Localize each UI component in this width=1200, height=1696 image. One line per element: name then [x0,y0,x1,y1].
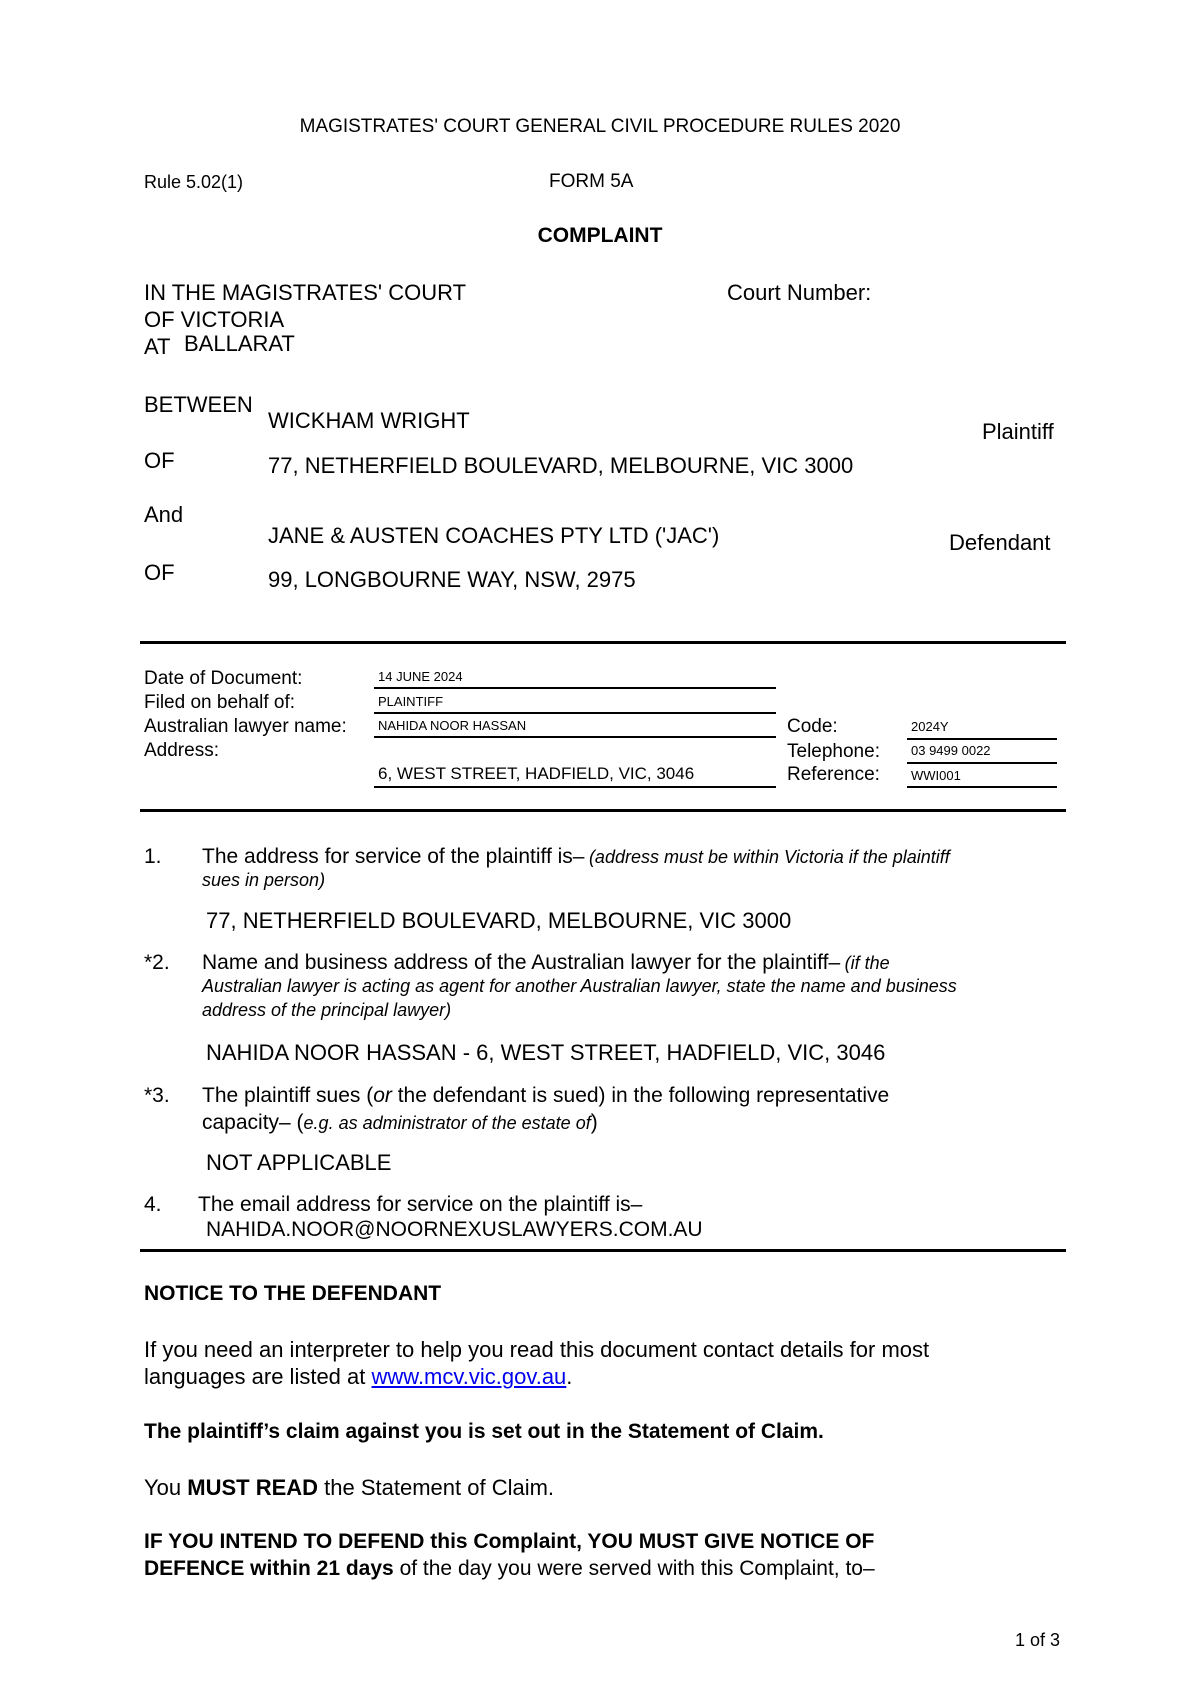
address-value: 6, WEST STREET, HADFIELD, VIC, 3046 [378,764,695,783]
item-3-text-a: The plaintiff sues ( [202,1084,374,1107]
item-3-text-b: the defendant is sued) in the following representative [391,1084,890,1107]
item-3-text-line-2 [202,1111,598,1135]
item-2-text: Name and business address of the Australian lawyer for the plaintiff– [202,951,841,974]
telephone-underline [907,762,1057,764]
mcv-website-link[interactable]: www.mcv.vic.gov.au [371,1364,567,1389]
court-line-1: IN THE MAGISTRATES' COURT [144,280,467,305]
notice-paragraph-2: The plaintiff’s claim against you is set out in the Statement of Claim. [144,1420,824,1443]
page-number: 1 of 3 [1015,1630,1061,1650]
item-4-number: 4. [144,1193,162,1216]
item-1-text-line [202,845,950,869]
notice-p3-a: You [144,1475,188,1500]
code-label: Code: [787,716,838,737]
lawyer-underline [374,736,776,738]
plaintiff-address: 77, NETHERFIELD BOULEVARD, MELBOURNE, VIC 3000 [268,453,854,478]
notice-paragraph-4-line-1: IF YOU INTEND TO DEFEND this Complaint, YOU MUST GIVE NOTICE OF [144,1530,875,1553]
item-1-number: 1. [144,845,162,868]
item-3-text-c: capacity– ( [202,1111,304,1134]
item-3-note: e.g. as administrator of the estate of [303,1113,591,1133]
reference-label: Reference: [787,764,880,785]
notice-p1-end: . [566,1364,573,1389]
lawyer-label: Australian lawyer name: [144,716,347,737]
filed-underline [374,712,776,714]
notice-heading: NOTICE TO THE DEFENDANT [144,1282,442,1305]
code-value: 2024Y [911,719,949,734]
date-value: 14 JUNE 2024 [378,669,463,684]
notice-paragraph-3 [144,1475,554,1501]
court-line-2: OF VICTORIA [144,307,285,332]
item-2-number: *2. [144,951,170,974]
item-3-text-line-1 [202,1084,889,1108]
notice-p4-rest: of the day you were served with this Complaint, to– [393,1557,875,1580]
court-location: BALLARAT [184,331,295,356]
item-2-note-c: address of the principal lawyer) [202,1000,452,1020]
item-4-value: NAHIDA.NOOR@NOORNEXUSLAWYERS.COM.AU [206,1218,703,1241]
item-2-note-a: (if the [844,953,890,973]
divider-top [140,641,1066,644]
defendant-role: Defendant [949,530,1051,555]
code-underline [907,738,1057,740]
notice-paragraph-1-line-2 [144,1364,572,1390]
rule-number: Rule 5.02(1) [144,172,244,192]
item-1-text: The address for service of the plaintiff is– [202,845,585,868]
item-3-text-or: or [373,1084,392,1107]
plaintiff-of-label: OF [144,448,175,473]
court-number-label: Court Number: [727,280,872,305]
court-at-label: AT [144,334,171,359]
item-3-text-d: ) [590,1111,598,1134]
between-label: BETWEEN [144,392,253,417]
telephone-label: Telephone: [787,741,880,762]
item-1-note-b: sues in person) [202,870,326,890]
date-underline [374,687,776,689]
item-4-text: The email address for service on the plaintiff is– [198,1193,643,1216]
defendant-of-label: OF [144,560,175,585]
divider-bottom [140,1249,1066,1252]
defendant-address: 99, LONGBOURNE WAY, NSW, 2975 [268,567,636,592]
item-1-value: 77, NETHERFIELD BOULEVARD, MELBOURNE, VIC 3000 [206,908,792,933]
item-2-value: NAHIDA NOOR HASSAN - 6, WEST STREET, HADFIELD, VIC, 3046 [206,1040,886,1065]
document-title: COMPLAINT [537,224,663,247]
filed-value: PLAINTIFF [378,694,444,709]
notice-p3-c: the Statement of Claim. [318,1475,555,1500]
defendant-name: JANE & AUSTEN COACHES PTY LTD ('JAC') [268,523,720,548]
telephone-value: 03 9499 0022 [911,743,991,758]
notice-paragraph-4-line-2 [144,1557,875,1581]
divider-middle [140,809,1066,812]
notice-p3-must-read: MUST READ [187,1475,319,1500]
plaintiff-role: Plaintiff [982,419,1054,444]
reference-underline [907,786,1057,788]
item-1-note-a: (address must be within Victoria if the plaintiff [588,847,950,867]
address-underline [374,786,776,788]
filed-label: Filed on behalf of: [144,692,296,713]
item-2-note-b: Australian lawyer is acting as agent for another Australian lawyer, state the name and business [202,976,957,996]
item-3-value: NOT APPLICABLE [206,1150,392,1175]
lawyer-value: NAHIDA NOOR HASSAN [378,718,527,733]
item-3-number: *3. [144,1084,170,1107]
notice-p4-bold: DEFENCE within 21 days [144,1557,394,1580]
address-label: Address: [144,740,219,761]
and-label: And [144,502,184,527]
rules-title: MAGISTRATES' COURT GENERAL CIVIL PROCEDURE RULES 2020 [299,116,901,137]
item-2-text-line [202,951,890,975]
form-number: FORM 5A [549,171,634,192]
reference-value: WWI001 [911,768,961,783]
notice-paragraph-1-line-1: If you need an interpreter to help you read this document contact details for most [144,1337,930,1362]
notice-p1-text: languages are listed at [144,1364,372,1389]
plaintiff-name: WICKHAM WRIGHT [268,408,470,433]
date-label: Date of Document: [144,668,303,689]
